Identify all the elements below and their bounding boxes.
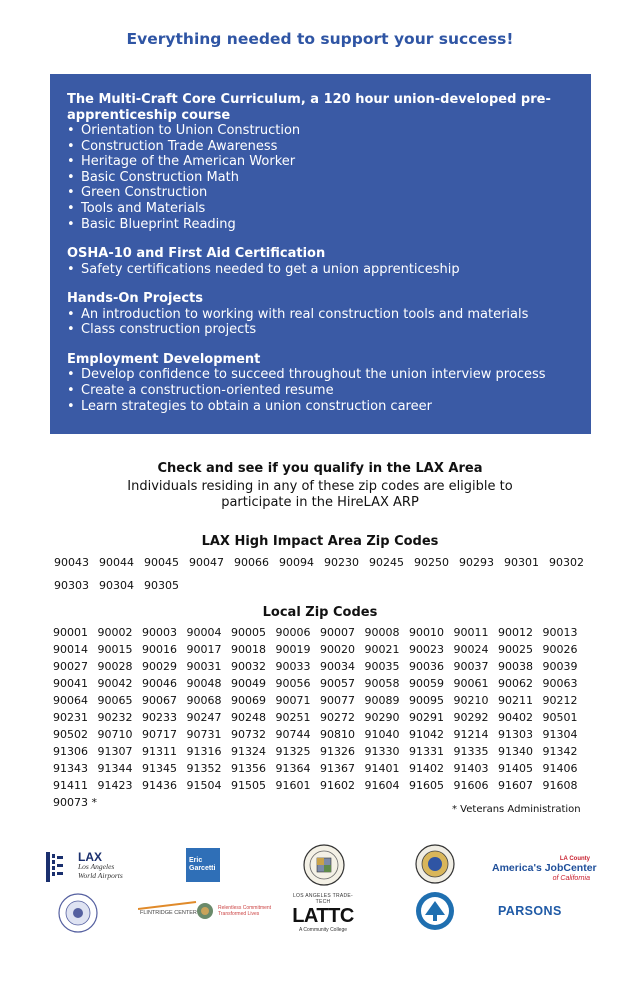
local-zip: 90019: [275, 643, 311, 656]
local-zip: 91345: [142, 762, 177, 775]
local-zip: 90731: [186, 728, 222, 741]
local-zip: 90067: [142, 694, 177, 707]
local-zip: 91342: [542, 745, 578, 758]
local-zip: 90291: [409, 711, 444, 724]
local-zip: 91411: [53, 779, 88, 792]
local-zip: 90095: [409, 694, 444, 707]
flintridge-swoosh-icon: [138, 900, 198, 910]
local-zip: 91356: [231, 762, 266, 775]
list-item: • Heritage of the American Worker: [67, 154, 575, 170]
local-zip: 90068: [186, 694, 222, 707]
local-zip: 90012: [498, 626, 533, 639]
local-zip: 90013: [542, 626, 578, 639]
local-zip-title: Local Zip Codes: [262, 605, 378, 620]
local-zip: 90064: [53, 694, 88, 707]
local-zip: 91436: [142, 779, 177, 792]
list-item: • Create a construction-oriented resume: [67, 383, 575, 399]
local-zip: 90003: [142, 626, 177, 639]
high-impact-zip-grid: [54, 556, 588, 601]
garcetti-logo: Eric Garcetti: [186, 848, 220, 882]
local-zip: 90272: [320, 711, 355, 724]
local-zip: 90063: [542, 677, 578, 690]
high-impact-zip: 90305: [144, 578, 179, 592]
local-zip: 90026: [542, 643, 578, 656]
section-title: Employment Development: [67, 351, 261, 367]
local-zip: 91403: [453, 762, 489, 775]
local-zip: 90732: [231, 728, 266, 741]
local-zip: 90402: [498, 711, 533, 724]
local-zip: 91352: [186, 762, 222, 775]
list-item: • Learn strategies to obtain a union construction career: [67, 399, 575, 415]
parsons-logo: PARSONS: [498, 904, 562, 918]
section-title: The Multi-Craft Core Curriculum, a 120 hour union-developed pre-apprenticeship course: [67, 92, 551, 123]
local-zip: 90027: [53, 660, 88, 673]
local-zip: 90006: [275, 626, 311, 639]
list-item: • Class construction projects: [67, 322, 575, 338]
high-impact-zip: 90245: [369, 556, 404, 569]
section-core-curriculum: [67, 92, 575, 232]
high-impact-zip: 90043: [54, 556, 89, 569]
local-zip: 90029: [142, 660, 177, 673]
local-zip: 91307: [97, 745, 133, 758]
local-zip: 91423: [97, 779, 133, 792]
local-zip: 90717: [142, 728, 177, 741]
list-item: • Tools and Materials: [67, 201, 575, 217]
local-zip: 91324: [231, 745, 266, 758]
local-zip: 90062: [498, 677, 533, 690]
high-impact-zip: 90303: [54, 578, 89, 592]
list-item: • Green Construction: [67, 185, 575, 201]
local-zip: 90001: [53, 626, 88, 639]
local-zip: 90041: [53, 677, 88, 690]
page-headline: Everything needed to support your success!: [126, 30, 514, 48]
ajc-logo: LA County America's JobCenter of California: [492, 856, 597, 882]
local-zip: 91401: [364, 762, 400, 775]
local-zip: 91335: [453, 745, 489, 758]
local-zip: 90071: [275, 694, 311, 707]
local-zip: 90036: [409, 660, 444, 673]
local-zip: 90005: [231, 626, 266, 639]
local-zip: 90058: [364, 677, 400, 690]
local-zip: 91311: [142, 745, 177, 758]
local-zip-grid: [53, 626, 587, 813]
local-zip: 90057: [320, 677, 355, 690]
list-item: • Safety certifications needed to get a union apprenticeship: [67, 262, 575, 278]
local-zip: 91326: [320, 745, 355, 758]
lax-subtitle: Los Angeles World Airports: [78, 862, 123, 880]
local-zip: 91606: [453, 779, 489, 792]
list-item: • Develop confidence to succeed throughout the union interview process: [67, 367, 575, 383]
local-zip: 91316: [186, 745, 222, 758]
city-seal-icon: [303, 844, 345, 886]
local-zip: 91605: [409, 779, 444, 792]
local-zip: 90251: [275, 711, 311, 724]
local-zip: 90038: [498, 660, 533, 673]
local-zip: 91406: [542, 762, 578, 775]
local-zip: 90039: [542, 660, 578, 673]
local-zip: 91330: [364, 745, 400, 758]
local-zip: 91306: [53, 745, 88, 758]
lax-mark: LAX: [78, 850, 102, 864]
lattc-logo: LOS ANGELES TRADE-TECH LATTC A Community College: [292, 893, 354, 933]
local-zip: 91331: [409, 745, 444, 758]
list-item: • Basic Construction Math: [67, 170, 575, 186]
local-zip: 90077: [320, 694, 355, 707]
local-zip: 90710: [97, 728, 133, 741]
local-zip: 90210: [453, 694, 489, 707]
local-zip: 91214: [453, 728, 489, 741]
qualify-block: [0, 460, 640, 510]
section-title: Hands-On Projects: [67, 291, 203, 307]
section-hands-on: [67, 291, 575, 338]
local-zip: 90021: [364, 643, 400, 656]
local-zip: 90049: [231, 677, 266, 690]
high-impact-zip: 90094: [279, 556, 314, 569]
high-impact-zip: 90302: [549, 556, 584, 569]
local-zip: 91343: [53, 762, 88, 775]
local-zip: 91042: [409, 728, 444, 741]
local-zip: 91344: [97, 762, 133, 775]
local-zip: 90059: [409, 677, 444, 690]
local-zip: 90231: [53, 711, 88, 724]
local-zip: 90017: [186, 643, 222, 656]
local-zip: 91304: [542, 728, 578, 741]
county-seal-icon: [415, 844, 455, 884]
local-zip: 90232: [97, 711, 133, 724]
local-zip: 91604: [364, 779, 400, 792]
local-zip: 90025: [498, 643, 533, 656]
local-zip: 90247: [186, 711, 222, 724]
local-zip: 90002: [97, 626, 133, 639]
local-zip: 90292: [453, 711, 489, 724]
local-zip: 90015: [97, 643, 133, 656]
qualify-title: Check and see if you qualify in the LAX Area: [157, 461, 483, 476]
qualify-text: Individuals residing in any of these zip codes are eligible to participate in the HireLAX ARP: [127, 479, 513, 510]
local-zip: 90061: [453, 677, 489, 690]
local-zip: 90501: [542, 711, 578, 724]
local-zip: 90032: [231, 660, 266, 673]
local-zip: 90073 *: [53, 796, 97, 809]
local-zip: 90048: [186, 677, 222, 690]
local-zip: 91602: [320, 779, 355, 792]
high-impact-zip: 90230: [324, 556, 359, 569]
local-zip: 90211: [498, 694, 533, 707]
list-item: • An introduction to working with real construction tools and materials: [67, 307, 575, 323]
local-zip: 91364: [275, 762, 311, 775]
local-zip: 90502: [53, 728, 88, 741]
local-zip: 90046: [142, 677, 177, 690]
local-zip: 90020: [320, 643, 355, 656]
flintridge-logo: FLINTRIDGE CENTER Relentless Commitment Transformed Lives: [138, 900, 268, 930]
local-zip: 90023: [409, 643, 444, 656]
local-zip: 90031: [186, 660, 222, 673]
section-employment: [67, 352, 575, 414]
list-item: • Orientation to Union Construction: [67, 123, 575, 139]
high-impact-title: LAX High Impact Area Zip Codes: [201, 534, 439, 549]
local-zip: 90290: [364, 711, 400, 724]
high-impact-zip: 90044: [99, 556, 134, 569]
local-zip: 91040: [364, 728, 400, 741]
curriculum-panel: [50, 74, 591, 434]
local-zip: 91402: [409, 762, 444, 775]
training-seal-icon: [58, 893, 98, 933]
local-zip: 90011: [453, 626, 489, 639]
flintridge-emblem-icon: [196, 902, 214, 920]
local-zip: 90035: [364, 660, 400, 673]
local-zip: 91405: [498, 762, 533, 775]
local-zip: 90024: [453, 643, 489, 656]
high-impact-zip: 90047: [189, 556, 224, 569]
local-zip: 90007: [320, 626, 355, 639]
section-osha: [67, 246, 575, 277]
lax-circle-icon: [415, 891, 455, 931]
local-zip: 90810: [320, 728, 355, 741]
local-zip: 90056: [275, 677, 311, 690]
local-zip: 90033: [275, 660, 311, 673]
local-zip: 91607: [498, 779, 533, 792]
local-zip: 91608: [542, 779, 578, 792]
list-item: • Basic Blueprint Reading: [67, 217, 575, 233]
high-impact-zip: 90293: [459, 556, 494, 569]
list-item: • Construction Trade Awareness: [67, 139, 575, 155]
local-zip: 91340: [498, 745, 533, 758]
high-impact-zip: 90250: [414, 556, 449, 569]
local-zip: 90034: [320, 660, 355, 673]
local-zip: 90008: [364, 626, 400, 639]
local-zip: 91504: [186, 779, 222, 792]
local-zip: 90065: [97, 694, 133, 707]
local-zip: 90212: [542, 694, 578, 707]
local-zip: 90037: [453, 660, 489, 673]
local-zip: 90016: [142, 643, 177, 656]
lax-theme-icon: [44, 850, 66, 884]
local-zip: 91601: [275, 779, 311, 792]
high-impact-zip: 90045: [144, 556, 179, 569]
local-zip: 91325: [275, 745, 311, 758]
local-zip: 90018: [231, 643, 266, 656]
high-impact-zip: 90066: [234, 556, 269, 569]
high-impact-zip: 90301: [504, 556, 539, 569]
local-zip: 90233: [142, 711, 177, 724]
local-zip: 90248: [231, 711, 266, 724]
local-zip: 90004: [186, 626, 222, 639]
local-zip: 90069: [231, 694, 266, 707]
local-zip: 90042: [97, 677, 133, 690]
local-zip: 90744: [275, 728, 311, 741]
local-zip: 90089: [364, 694, 400, 707]
local-zip: 90014: [53, 643, 88, 656]
veterans-footnote: * Veterans Administration: [452, 804, 581, 815]
local-zip: 91367: [320, 762, 355, 775]
local-zip: 91505: [231, 779, 266, 792]
lax-logo: [44, 850, 134, 886]
section-title: OSHA-10 and First Aid Certification: [67, 246, 326, 262]
high-impact-zip: 90304: [99, 578, 134, 592]
local-zip: 90028: [97, 660, 133, 673]
local-zip: 91303: [498, 728, 533, 741]
local-zip: 90010: [409, 626, 444, 639]
